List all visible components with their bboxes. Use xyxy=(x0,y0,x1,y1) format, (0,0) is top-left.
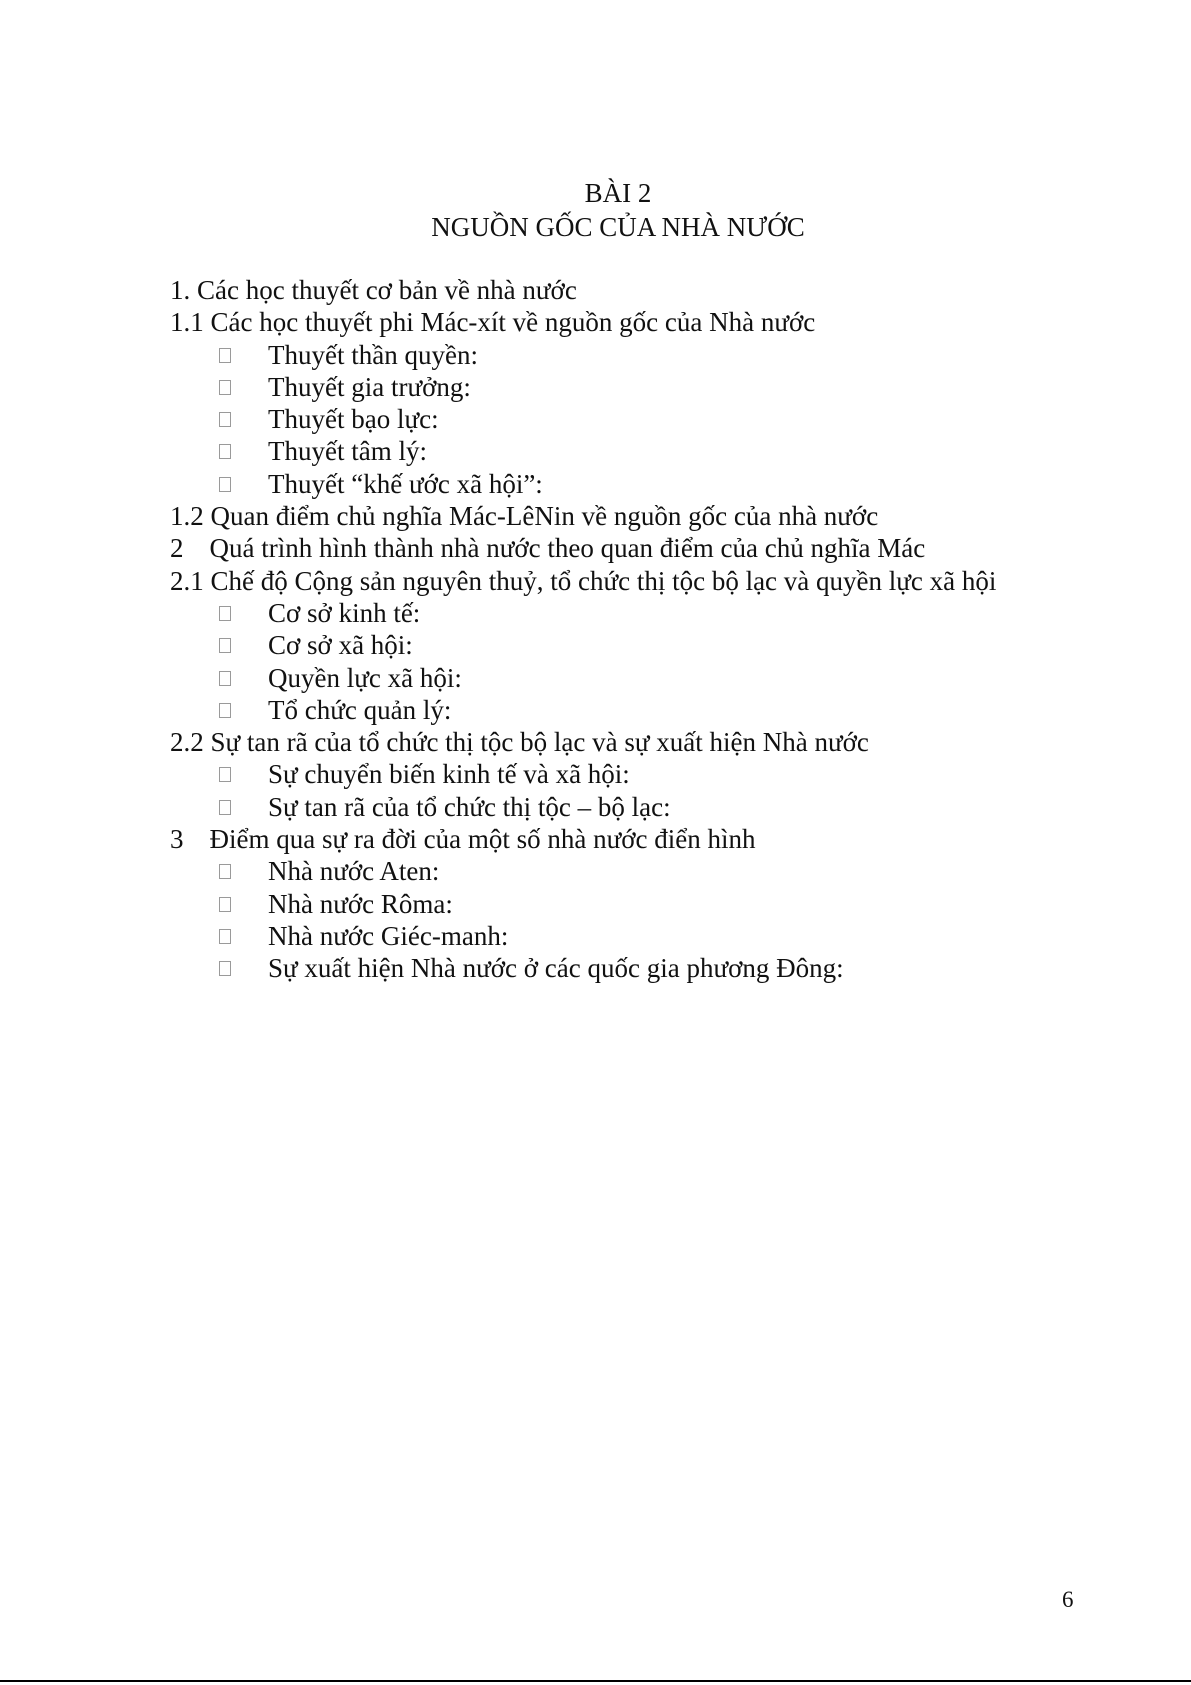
heading-1-1: 1.1 Các học thuyết phi Mác-xít về nguồn gốc của Nhà nước xyxy=(170,307,816,338)
list-item: Thuyết bạo lực: xyxy=(170,403,1070,435)
list-item: Thuyết “khế ước xã hội”: xyxy=(170,468,1070,500)
list-item: Sự xuất hiện Nhà nước ở các quốc gia phương Đông: xyxy=(170,952,1070,984)
lesson-title: NGUỒN GỐC CỦA NHÀ NƯỚC xyxy=(431,212,805,242)
list-item: Sự tan rã của tổ chức thị tộc – bộ lạc: xyxy=(170,791,1070,823)
square-bullet-icon xyxy=(219,961,231,976)
list-item: Cơ sở kinh tế: xyxy=(170,597,1070,629)
heading-1: 1. Các học thuyết cơ bản về nhà nước xyxy=(170,275,577,305)
list-item: Nhà nước Giéc-manh: xyxy=(170,920,1070,952)
square-bullet-icon xyxy=(219,638,231,653)
list-item: Nhà nước Rôma: xyxy=(170,888,1070,920)
list-item: Quyền lực xã hội: xyxy=(170,662,1070,694)
square-bullet-icon xyxy=(219,703,231,718)
heading-2: 2 Quá trình hình thành nhà nước theo quan điểm của chủ nghĩa Mác xyxy=(170,533,926,564)
square-bullet-icon xyxy=(219,348,231,363)
square-bullet-icon xyxy=(219,477,231,492)
list-item: Thuyết thần quyền: xyxy=(170,339,1070,371)
list-item: Nhà nước Aten: xyxy=(170,855,1070,887)
outline xyxy=(170,274,1070,985)
square-bullet-icon xyxy=(219,897,231,912)
square-bullet-icon xyxy=(219,767,231,782)
square-bullet-icon xyxy=(219,800,231,815)
heading-2-1: 2.1 Chế độ Cộng sản nguyên thuỷ, tổ chức thị tộc bộ lạc và quyền lực xã hội xyxy=(170,565,997,596)
heading-1-2: 1.2 Quan điểm chủ nghĩa Mác-LêNin về nguồn gốc của nhà nước xyxy=(170,501,879,532)
square-bullet-icon xyxy=(219,864,231,879)
square-bullet-icon xyxy=(219,671,231,686)
list-item: Thuyết gia trưởng: xyxy=(170,371,1070,403)
bottom-rule xyxy=(0,1680,1191,1682)
lesson-label: BÀI 2 xyxy=(584,178,652,208)
heading-3: 3 Điểm qua sự ra đời của một số nhà nước điển hình xyxy=(170,824,756,855)
square-bullet-icon xyxy=(219,380,231,395)
square-bullet-icon xyxy=(219,606,231,621)
list-item: Tổ chức quản lý: xyxy=(170,694,1070,726)
square-bullet-icon xyxy=(219,412,231,427)
list-item: Cơ sở xã hội: xyxy=(170,629,1070,661)
square-bullet-icon xyxy=(219,929,231,944)
heading-2-2: 2.2 Sự tan rã của tổ chức thị tộc bộ lạc và sự xuất hiện Nhà nước xyxy=(170,727,869,758)
page-number: 6 xyxy=(1062,1587,1074,1612)
square-bullet-icon xyxy=(219,444,231,459)
title-block xyxy=(0,176,1191,244)
list-item: Sự chuyển biến kinh tế và xã hội: xyxy=(170,758,1070,790)
list-item: Thuyết tâm lý: xyxy=(170,435,1070,467)
